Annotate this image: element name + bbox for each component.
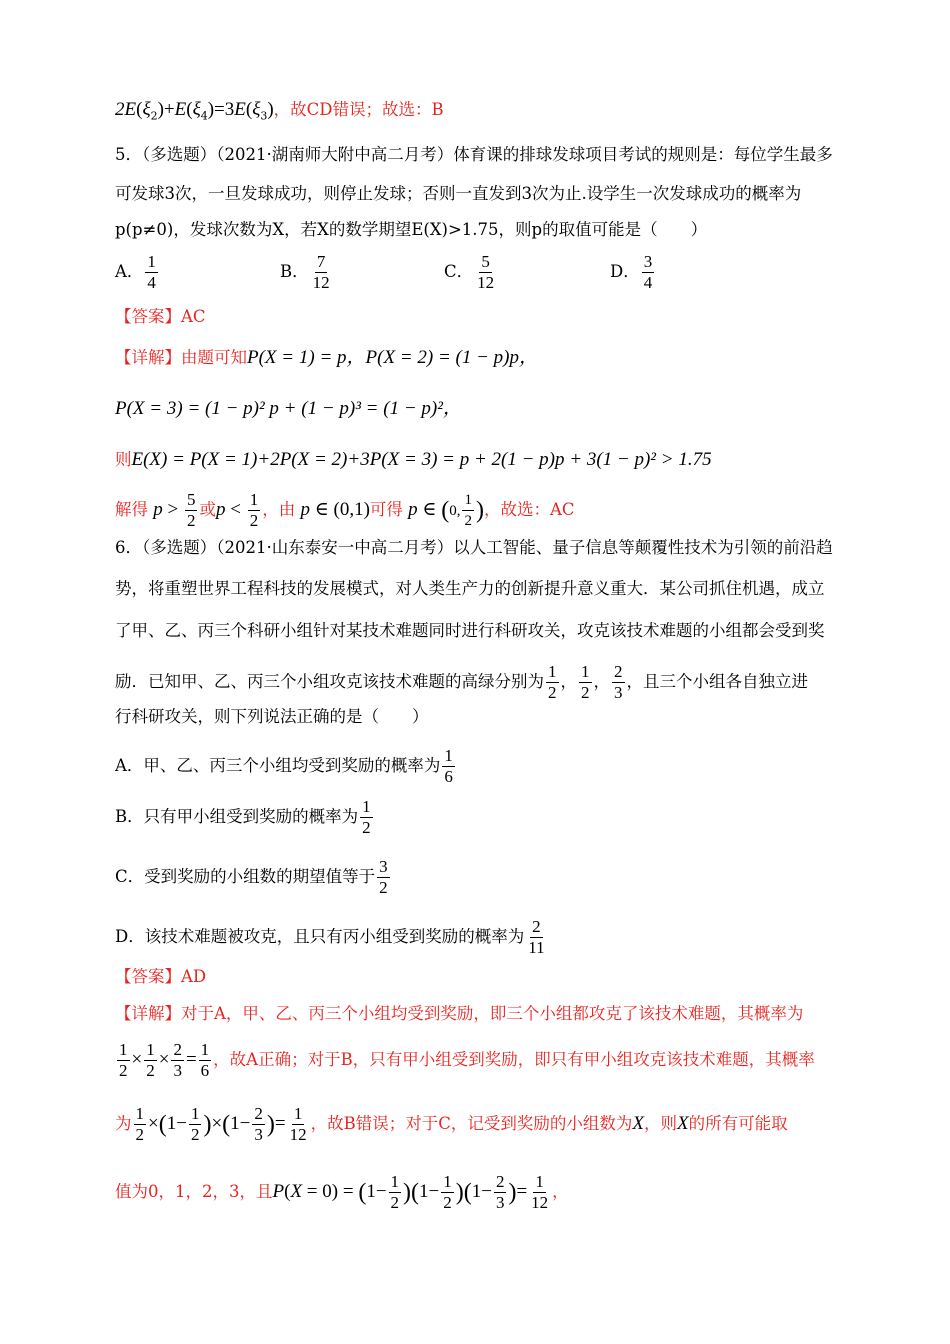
q6-stem-line-3: 了甲、乙、丙三个科研小组针对某技术难题同时进行科研攻关，攻克该技术难题的小组都会受到奖: [115, 621, 825, 640]
q6-option-d: D．该技术难题被攻克，且只有丙小组受到奖励的概率为 $\frac{2}{11}$: [115, 917, 545, 957]
q5-option-c: C． $\frac{5}{12}$: [444, 252, 495, 292]
q6-detail-line-2: $\frac{1}{2}$ × $\frac{1}{2}$ × $\frac{2}{3}$ = $\frac{1}{6}$ ，故A正确；对于B，只有甲小组受到奖励，即只有甲小组攻克该技术难题，其概率: [119, 1040, 815, 1080]
q6-detail-line-3: 为 $\frac{1}{2}$ ×(1− $\frac{1}{2}$ )×(1− $\frac{2}{3}$ )= $\frac{1}{12}$ ，故B错误；对于C，记受到奖励的小组数为X，则X的所有可能取: [115, 1104, 788, 1144]
q6-stem-line-1: 6．（多选题）（2021·山东泰安一中高二月考）以人工智能、量子信息等颠覆性技术为引领的前沿趋: [115, 538, 833, 557]
q6-detail-line-1: 【详解】对于A，甲、乙、丙三个小组均受到奖励，即三个小组都攻克了该技术难题，其概率为: [115, 1004, 804, 1023]
q5-stem-line-3: p(p≠0)，发球次数为X，若X的数学期望E(X)>1.75，则p的取值可能是（ ）: [115, 220, 708, 239]
q5-stem-line-2: 可发球3次，一旦发球成功，则停止发球；否则一直发到3次为止.设学生一次发球成功的概率为: [115, 184, 802, 203]
q5-answer: 【答案】AC: [115, 307, 206, 326]
q6-option-c: C．受到奖励的小组数的期望值等于 $\frac{3}{2}$: [115, 857, 388, 897]
top-equation-line: $2E(\xi_2)+E(\xi_4)=3E(\xi_3)$，故CD错误；故选：B: [115, 99, 444, 123]
top-conclusion: ，故CD错误；故选：B: [273, 100, 444, 119]
q6-option-a: A．甲、乙、丙三个小组均受到奖励的概率为 $\frac{1}{6}$: [115, 746, 453, 786]
q5-detail-line-2: P(X = 3) = (1 − p)² p + (1 − p)³ = (1 − p)²，: [115, 398, 462, 419]
q6-stem-line-5: 行科研攻关，则下列说法正确的是（ ）: [115, 707, 429, 726]
q6-stem-line-4: 励．已知甲、乙、丙三个小组攻克该技术难题的高绿分别为 $\frac{1}{2}$ ， $\frac{1}{2}$ ， $\frac{2}{3}$ ，且三个小组各自独立进: [115, 662, 808, 702]
q6-stem-line-2: 势，将重塑世界工程科技的发展模式，对人类生产力的创新提升意义重大．某公司抓住机遇，成立: [115, 579, 825, 598]
q5-option-a: A． $\frac{1}{4}$: [115, 252, 156, 292]
q6-option-b: B．只有甲小组受到奖励的概率为 $\frac{1}{2}$: [115, 797, 371, 837]
q6-answer: 【答案】AD: [115, 967, 207, 986]
q6-detail-line-4: 值为0，1，2，3，且P(X = 0) = (1− $\frac{1}{2}$ )(1− $\frac{1}{2}$ )(1− $\frac{2}{3}$ )= $\frac{1}{12}$ ，: [115, 1172, 569, 1212]
q5-option-d: D． $\frac{3}{4}$: [610, 252, 653, 292]
q5-solution-line: 解得 p > $\frac{5}{2}$ 或p < $\frac{1}{2}$ ，由 p ∈ (0,1)可得 p ∈ (0, $\frac{1}{2}$ )，故选：AC: [115, 490, 575, 530]
q5-option-b: B． $\frac{7}{12}$: [280, 252, 330, 292]
q5-detail-line-1: 【详解】由题可知P(X = 1) = p，P(X = 2) = (1 − p)p，: [115, 347, 538, 368]
q5-detail-line-3: 则E(X) = P(X = 1)+2P(X = 2)+3P(X = 3) = p + 2(1 − p)p + 3(1 − p)² > 1.75: [115, 449, 712, 470]
q5-stem-line-1: 5．（多选题）（2021·湖南师大附中高二月考）体育课的排球发球项目考试的规则是：每位学生最多: [115, 145, 833, 164]
